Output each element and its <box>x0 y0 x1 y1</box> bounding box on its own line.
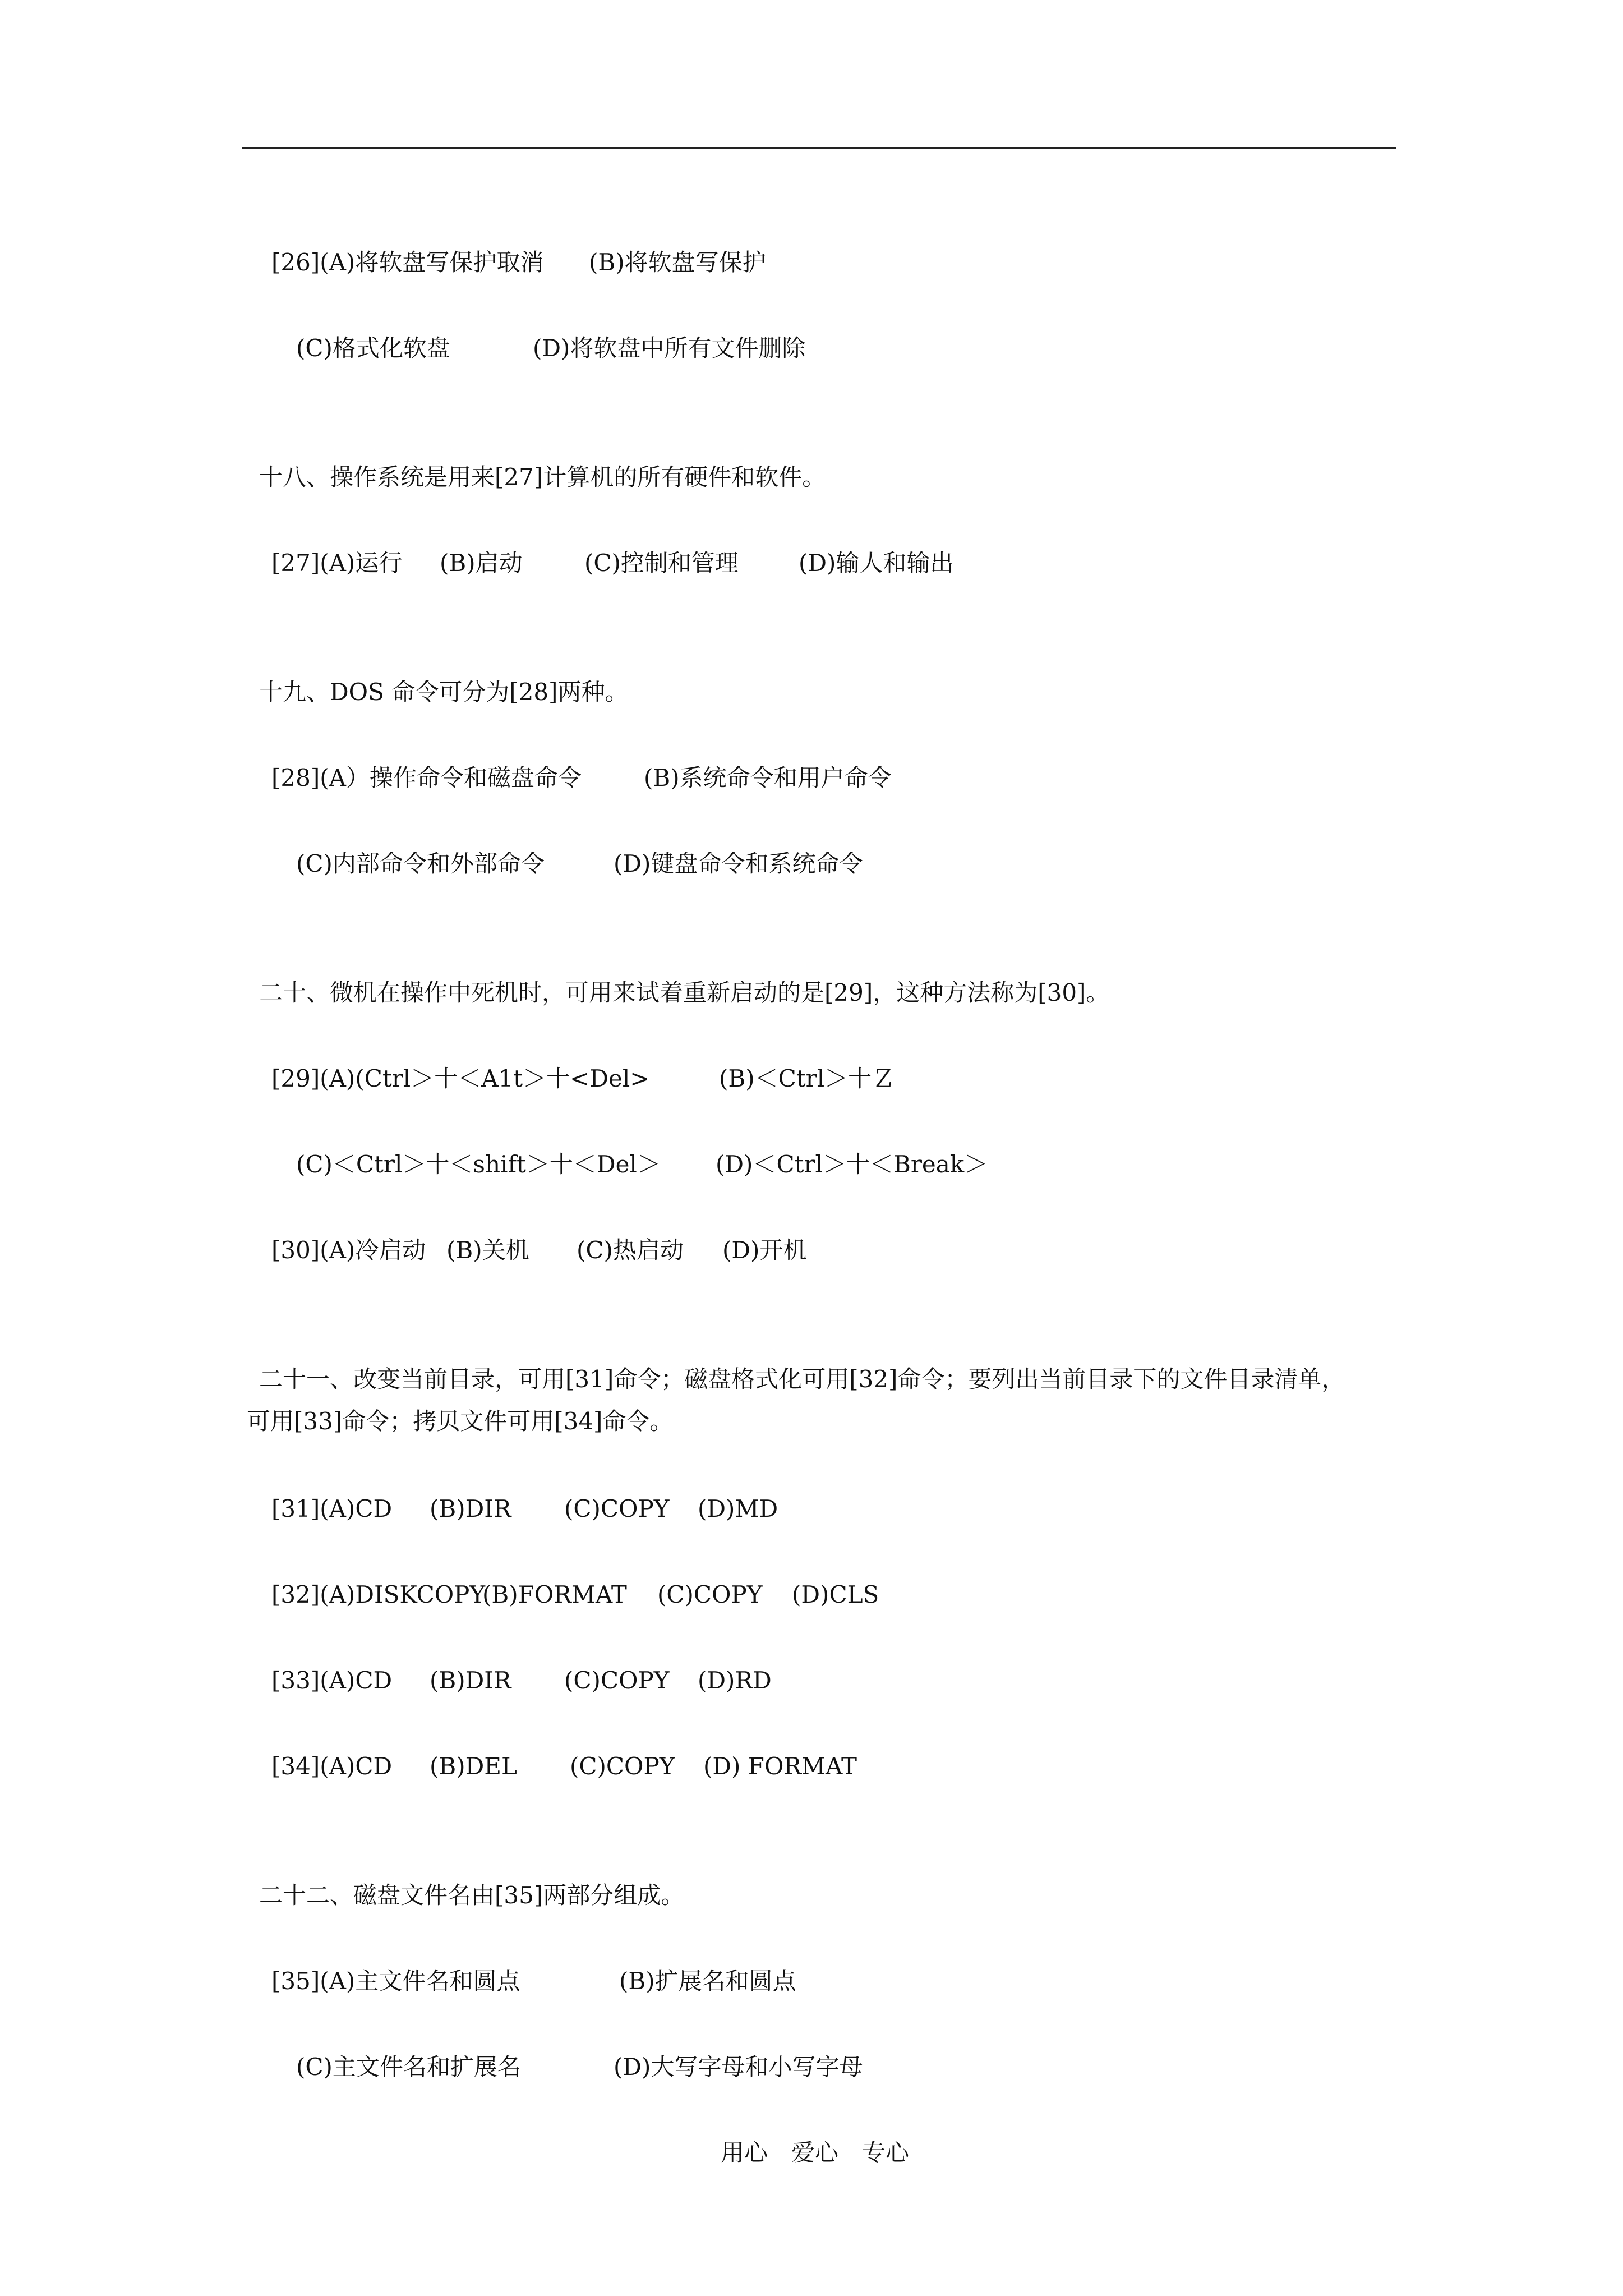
q33-option-c: (C)COPY <box>564 1667 670 1694</box>
q30-option-a: [30](A)冷启动 <box>271 1236 426 1264</box>
q28-option-c: (C)内部命令和外部命令 <box>296 850 545 877</box>
q29-option-d: (D)＜Ctrl＞十＜Break＞ <box>716 1151 988 1178</box>
q27-option-b: (B)启动 <box>440 549 523 577</box>
q28-option-a: [28](A）操作命令和磁盘命令 <box>271 764 582 792</box>
q28-option-b: (B)系统命令和用户命令 <box>644 764 892 792</box>
q32-option-b: (B)FORMAT <box>482 1581 627 1608</box>
q35-option-a: [35](A)主文件名和圆点 <box>271 1967 520 1995</box>
q29-option-b: (B)＜Ctrl＞十Ｚ <box>719 1065 896 1092</box>
q26-option-a: [26](A)将软盘写保护取消 <box>271 249 544 276</box>
q26-option-d: (D)将软盘中所有文件删除 <box>533 334 806 362</box>
q30-options-row <box>271 1236 807 1382</box>
q31-option-a: [31](A)CD <box>271 1495 393 1522</box>
q20-stem: 二十、微机在操作中死机时，可用来试着重新启动的是[29]，这种方法称为[30]。 <box>259 979 1110 1006</box>
q28-options-row2 <box>296 849 863 937</box>
q18-stem: 十八、操作系统是用来[27]计算机的所有硬件和软件。 <box>259 463 826 491</box>
q35-option-d: (D)大写字母和小写字母 <box>614 2053 863 2081</box>
q31-option-d: (D)MD <box>698 1495 778 1522</box>
q28-option-d: (D)键盘命令和系统命令 <box>614 850 863 877</box>
page-footer: 用心 爱心 专心 <box>721 2139 910 2166</box>
q26-option-c: (C)格式化软盘 <box>296 334 450 362</box>
q35-option-b: (B)扩展名和圆点 <box>619 1967 796 1995</box>
q31-option-b: (B)DIR <box>430 1495 511 1522</box>
q29-option-c: (C)＜Ctrl＞十＜shift＞十＜Del＞ <box>296 1151 661 1178</box>
q32-option-a: [32](A)DISKCOPY <box>271 1581 486 1608</box>
q32-option-d: (D)CLS <box>792 1581 879 1608</box>
q33-option-d: (D)RD <box>698 1667 772 1694</box>
q29-options-row1 <box>271 1064 896 1152</box>
q27-option-c: (C)控制和管理 <box>584 549 739 577</box>
q32-option-c: (C)COPY <box>657 1581 763 1608</box>
q34-option-b: (B)DEL <box>430 1752 517 1780</box>
q30-option-b: (B)关机 <box>446 1236 529 1264</box>
q21-stem-line2: 可用[33]命令；拷贝文件可用[34]命令。 <box>247 1407 674 1435</box>
q34-option-a: [34](A)CD <box>271 1752 393 1780</box>
q29-options-row2 <box>296 1150 988 1237</box>
header-rule <box>242 147 1396 149</box>
q33-option-a: [33](A)CD <box>271 1667 393 1694</box>
q22-stem: 二十二、磁盘文件名由[35]两部分组成。 <box>259 1881 685 1909</box>
q29-option-a: [29](A)(Ctrl＞十＜A1t＞十<Del> <box>271 1065 650 1092</box>
q35-option-c: (C)主文件名和扩展名 <box>296 2053 521 2081</box>
q35-options-row2 <box>296 2053 863 2140</box>
q30-option-d: (D)开机 <box>722 1236 807 1264</box>
q26-options-row1 <box>271 248 766 335</box>
q26-option-b: (B)将软盘写保护 <box>589 249 766 276</box>
q31-option-c: (C)COPY <box>564 1495 670 1522</box>
q21-stem-line1: 二十一、改变当前目录，可用[31]命令；磁盘格式化可用[32]命令；要列出当前目录下的文件目录清单， <box>259 1365 1345 1393</box>
q33-option-b: (B)DIR <box>430 1667 511 1694</box>
q26-options-row2 <box>296 334 806 421</box>
q34-option-d: (D) FORMAT <box>703 1752 857 1780</box>
q35-options-row1 <box>271 1967 796 2054</box>
q19-stem: 十九、DOS 命令可分为[28]两种。 <box>259 678 629 706</box>
q27-option-a: [27](A)运行 <box>271 549 403 577</box>
q34-option-c: (C)COPY <box>570 1752 675 1780</box>
q27-option-d: (D)输人和输出 <box>799 549 954 577</box>
q30-option-c: (C)热启动 <box>577 1236 684 1264</box>
q28-options-row1 <box>271 763 892 851</box>
